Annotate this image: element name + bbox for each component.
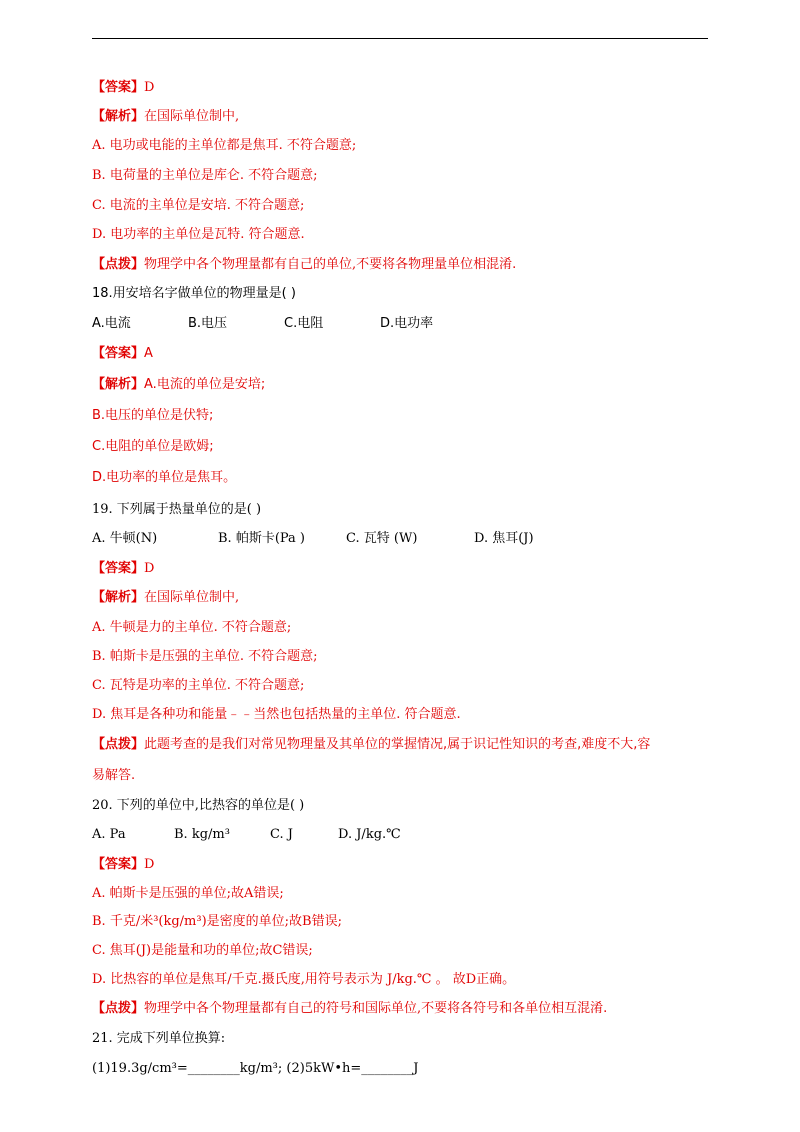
text-span: 物理学中各个物理量都有自己的单位,不要将各物理量单位相混淆. — [144, 257, 517, 272]
option-label: C. J — [270, 827, 293, 842]
text-span: D.电功率的单位是焦耳。 — [92, 470, 237, 485]
text-span: 21. 完成下列单位换算: — [92, 1031, 226, 1046]
option-label: C. 瓦特 (W) — [346, 531, 418, 546]
text-line — [92, 972, 515, 988]
text-span: B.电压的单位是伏特; — [92, 408, 214, 423]
text-line — [92, 943, 313, 959]
text-line — [92, 1001, 607, 1017]
option-label: D. 焦耳(J) — [474, 531, 534, 546]
text-span: D — [144, 80, 155, 95]
text-span: 18.用安培名字做单位的物理量是( ) — [92, 286, 296, 301]
text-span: C. 电流的主单位是安培. 不符合题意; — [92, 198, 305, 213]
text-span: D. 焦耳是各种功和能量﹣﹣当然也包括热量的主单位. 符合题意. — [92, 707, 461, 722]
option-label: D.电功率 — [380, 316, 434, 331]
section-tag: 【点拨】 — [92, 737, 145, 752]
text-line — [92, 707, 461, 723]
option-label: A.电流 — [92, 316, 131, 331]
text-span: D. 电功率的主单位是瓦特. 符合题意. — [92, 227, 305, 242]
text-line — [92, 439, 214, 455]
text-line — [92, 257, 516, 273]
text-line — [92, 827, 438, 843]
option-label: B. kg/m³ — [174, 827, 230, 842]
text-span: D — [144, 857, 155, 872]
text-span: 物理学中各个物理量都有自己的符号和国际单位,不要将各符号和各单位相互混淆. — [144, 1001, 608, 1016]
text-line — [92, 286, 296, 302]
section-tag: 【解析】 — [92, 377, 145, 392]
text-span: 此题考查的是我们对常见物理量及其单位的掌握情况,属于识记性知识的考查,难度不大,容 — [144, 737, 651, 752]
option-label: D. J/kg.℃ — [338, 827, 401, 842]
text-line — [92, 198, 304, 214]
option-label: B.电压 — [188, 316, 228, 331]
text-span: 20. 下列的单位中,比热容的单位是( ) — [92, 798, 305, 813]
text-span: 易解答. — [92, 768, 136, 783]
text-line — [92, 798, 304, 814]
section-tag: 【答案】 — [92, 80, 145, 95]
text-span: B. 帕斯卡是压强的主单位. 不符合题意; — [92, 649, 318, 664]
section-tag: 【点拨】 — [92, 257, 145, 272]
text-span: D — [144, 561, 155, 576]
text-line — [92, 377, 265, 393]
text-span: B. 电荷量的主单位是库仑. 不符合题意; — [92, 168, 318, 183]
text-line — [92, 346, 153, 362]
text-line — [92, 590, 239, 606]
option-label: C.电阻 — [284, 316, 324, 331]
text-line — [92, 768, 135, 784]
text-span: 在国际单位制中, — [144, 109, 240, 124]
text-line — [92, 227, 305, 243]
header-rule — [92, 38, 708, 39]
text-span: A — [144, 346, 153, 361]
section-tag: 【答案】 — [92, 561, 145, 576]
section-tag: 【点拨】 — [92, 1001, 145, 1016]
section-tag: 【答案】 — [92, 346, 145, 361]
text-span: C. 瓦特是功率的主单位. 不符合题意; — [92, 678, 305, 693]
text-line — [92, 168, 317, 184]
section-tag: 【解析】 — [92, 590, 145, 605]
text-line — [92, 80, 154, 96]
text-line — [92, 914, 342, 930]
option-label: A. 牛顿(N) — [92, 531, 158, 546]
text-line — [92, 316, 476, 332]
text-line — [92, 408, 213, 424]
text-span: A. 帕斯卡是压强的单位;故A错误; — [92, 886, 284, 901]
text-line — [92, 561, 154, 577]
text-line — [92, 1031, 225, 1047]
text-line — [92, 138, 356, 154]
section-tag: 【答案】 — [92, 857, 145, 872]
text-span: C.电阻的单位是欧姆; — [92, 439, 214, 454]
text-line — [92, 649, 317, 665]
text-span: C. 焦耳(J)是能量和功的单位;故C错误; — [92, 943, 313, 958]
text-line — [92, 620, 291, 636]
text-line — [92, 531, 574, 547]
text-line — [92, 737, 650, 753]
text-line — [92, 502, 261, 518]
text-line — [92, 857, 154, 873]
text-line — [92, 678, 304, 694]
option-label: A. Pa — [92, 827, 126, 842]
option-label: B. 帕斯卡(Pa ) — [218, 531, 306, 546]
text-span: 19. 下列属于热量单位的是( ) — [92, 502, 262, 517]
section-tag: 【解析】 — [92, 109, 145, 124]
text-span: B. 千克/米³(kg/m³)是密度的单位;故B错误; — [92, 914, 342, 929]
text-span: 在国际单位制中, — [144, 590, 240, 605]
text-line — [92, 470, 236, 486]
text-line — [92, 109, 239, 125]
text-span: A.电流的单位是安培; — [144, 377, 266, 392]
text-line — [92, 1061, 418, 1077]
text-line — [92, 886, 284, 902]
text-span: A. 牛顿是力的主单位. 不符合题意; — [92, 620, 292, 635]
text-span: A. 电功或电能的主单位都是焦耳. 不符合题意; — [92, 138, 357, 153]
text-span: (1)19.3g/cm³=________kg/m³; (2)5kW•h=________J — [92, 1061, 419, 1076]
text-span: D. 比热容的单位是焦耳/千克.摄氏度,用符号表示为 J/kg.℃ 。 故D正确。 — [92, 972, 516, 987]
